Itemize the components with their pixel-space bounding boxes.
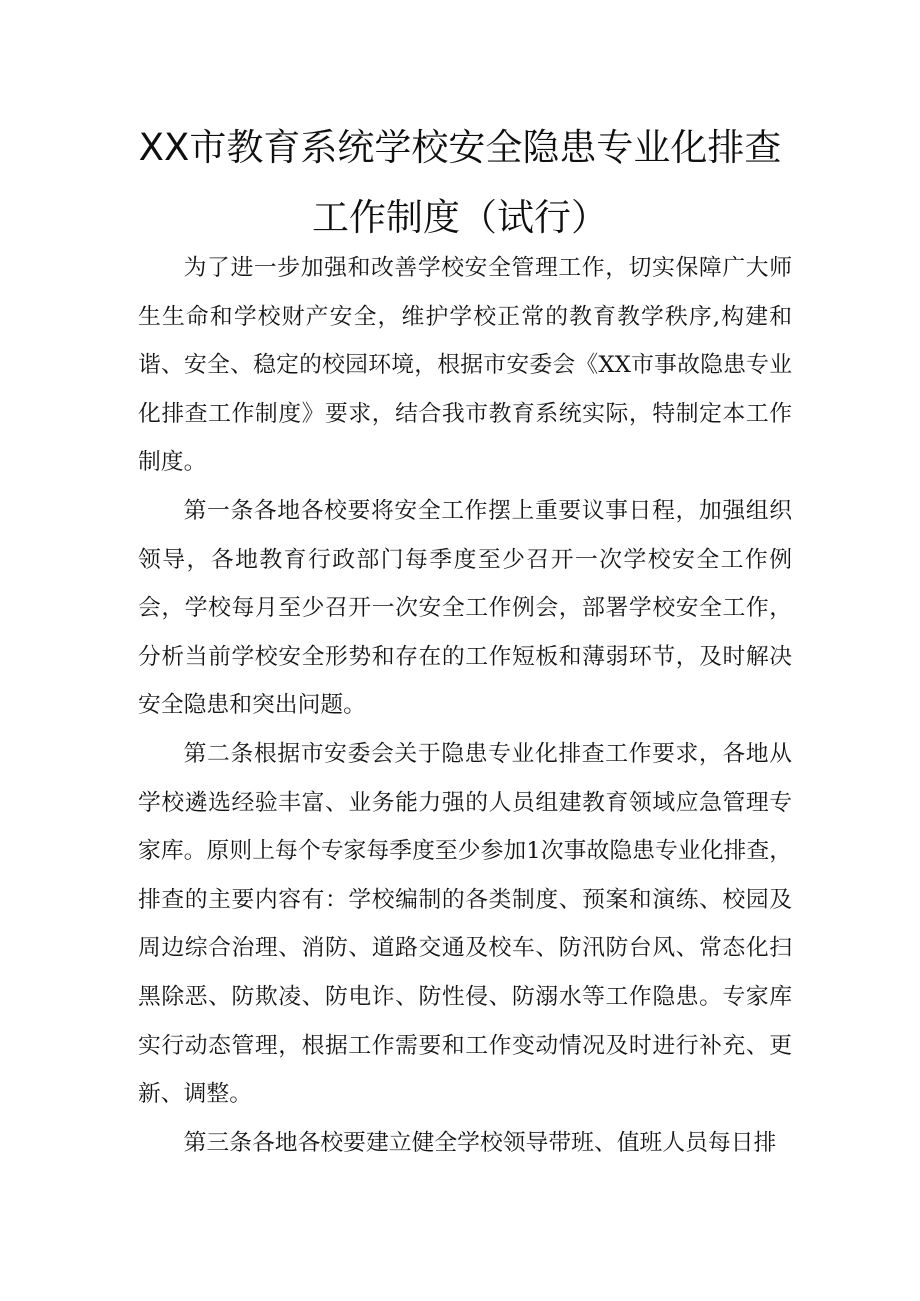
document-body [138, 244, 792, 1167]
paragraph-article-3: 第三条各地各校要建立健全学校领导带班、值班人员每日排 [183, 1129, 777, 1156]
document-title-line-2: 工作制度（试行） [312, 196, 608, 239]
paragraph-article-2: 第二条根据市安委会关于隐患专业化排查工作要求，各地从学校遴选经验丰富、业务能力强的人员组建教育领域应急管理专家库。原则上每个专家每季度至少参加1次事故隐患专业化排查，排查的主要内容有：学校编制的各类制度、预案和演练、校园及周边综合治理、消防、道路交通及校车、防汛防台风、常态化扫黑除恶、防欺凌、防电诈、防性侵、防溺水等工作隐患。专家库实行动态管理，根据工作需要和工作变动情况及时进行补充、更新、调整。 [138, 740, 792, 1108]
paragraph-article-1: 第一条各地各校要将安全工作摆上重要议事日程，加强组织领导，各地教育行政部门每季度至少召开一次学校安全工作例会，学校每月至少召开一次安全工作例会，部署学校安全工作，分析当前学校安全形势和存在的工作短板和薄弱环节，及时解决安全隐患和突出问题。 [138, 497, 792, 719]
paragraph-preamble: 为了进一步加强和改善学校安全管理工作，切实保障广大师生生命和学校财产安全，维护学校正常的教育教学秩序,构建和谐、安全、稳定的校园环境，根据市安委会《XX市事故隐患专业化排查工作制度》要求，结合我市教育系统实际，特制定本工作制度。 [138, 255, 792, 476]
document-title-line-1: XX市教育系统学校安全隐患专业化排查 [138, 126, 782, 169]
